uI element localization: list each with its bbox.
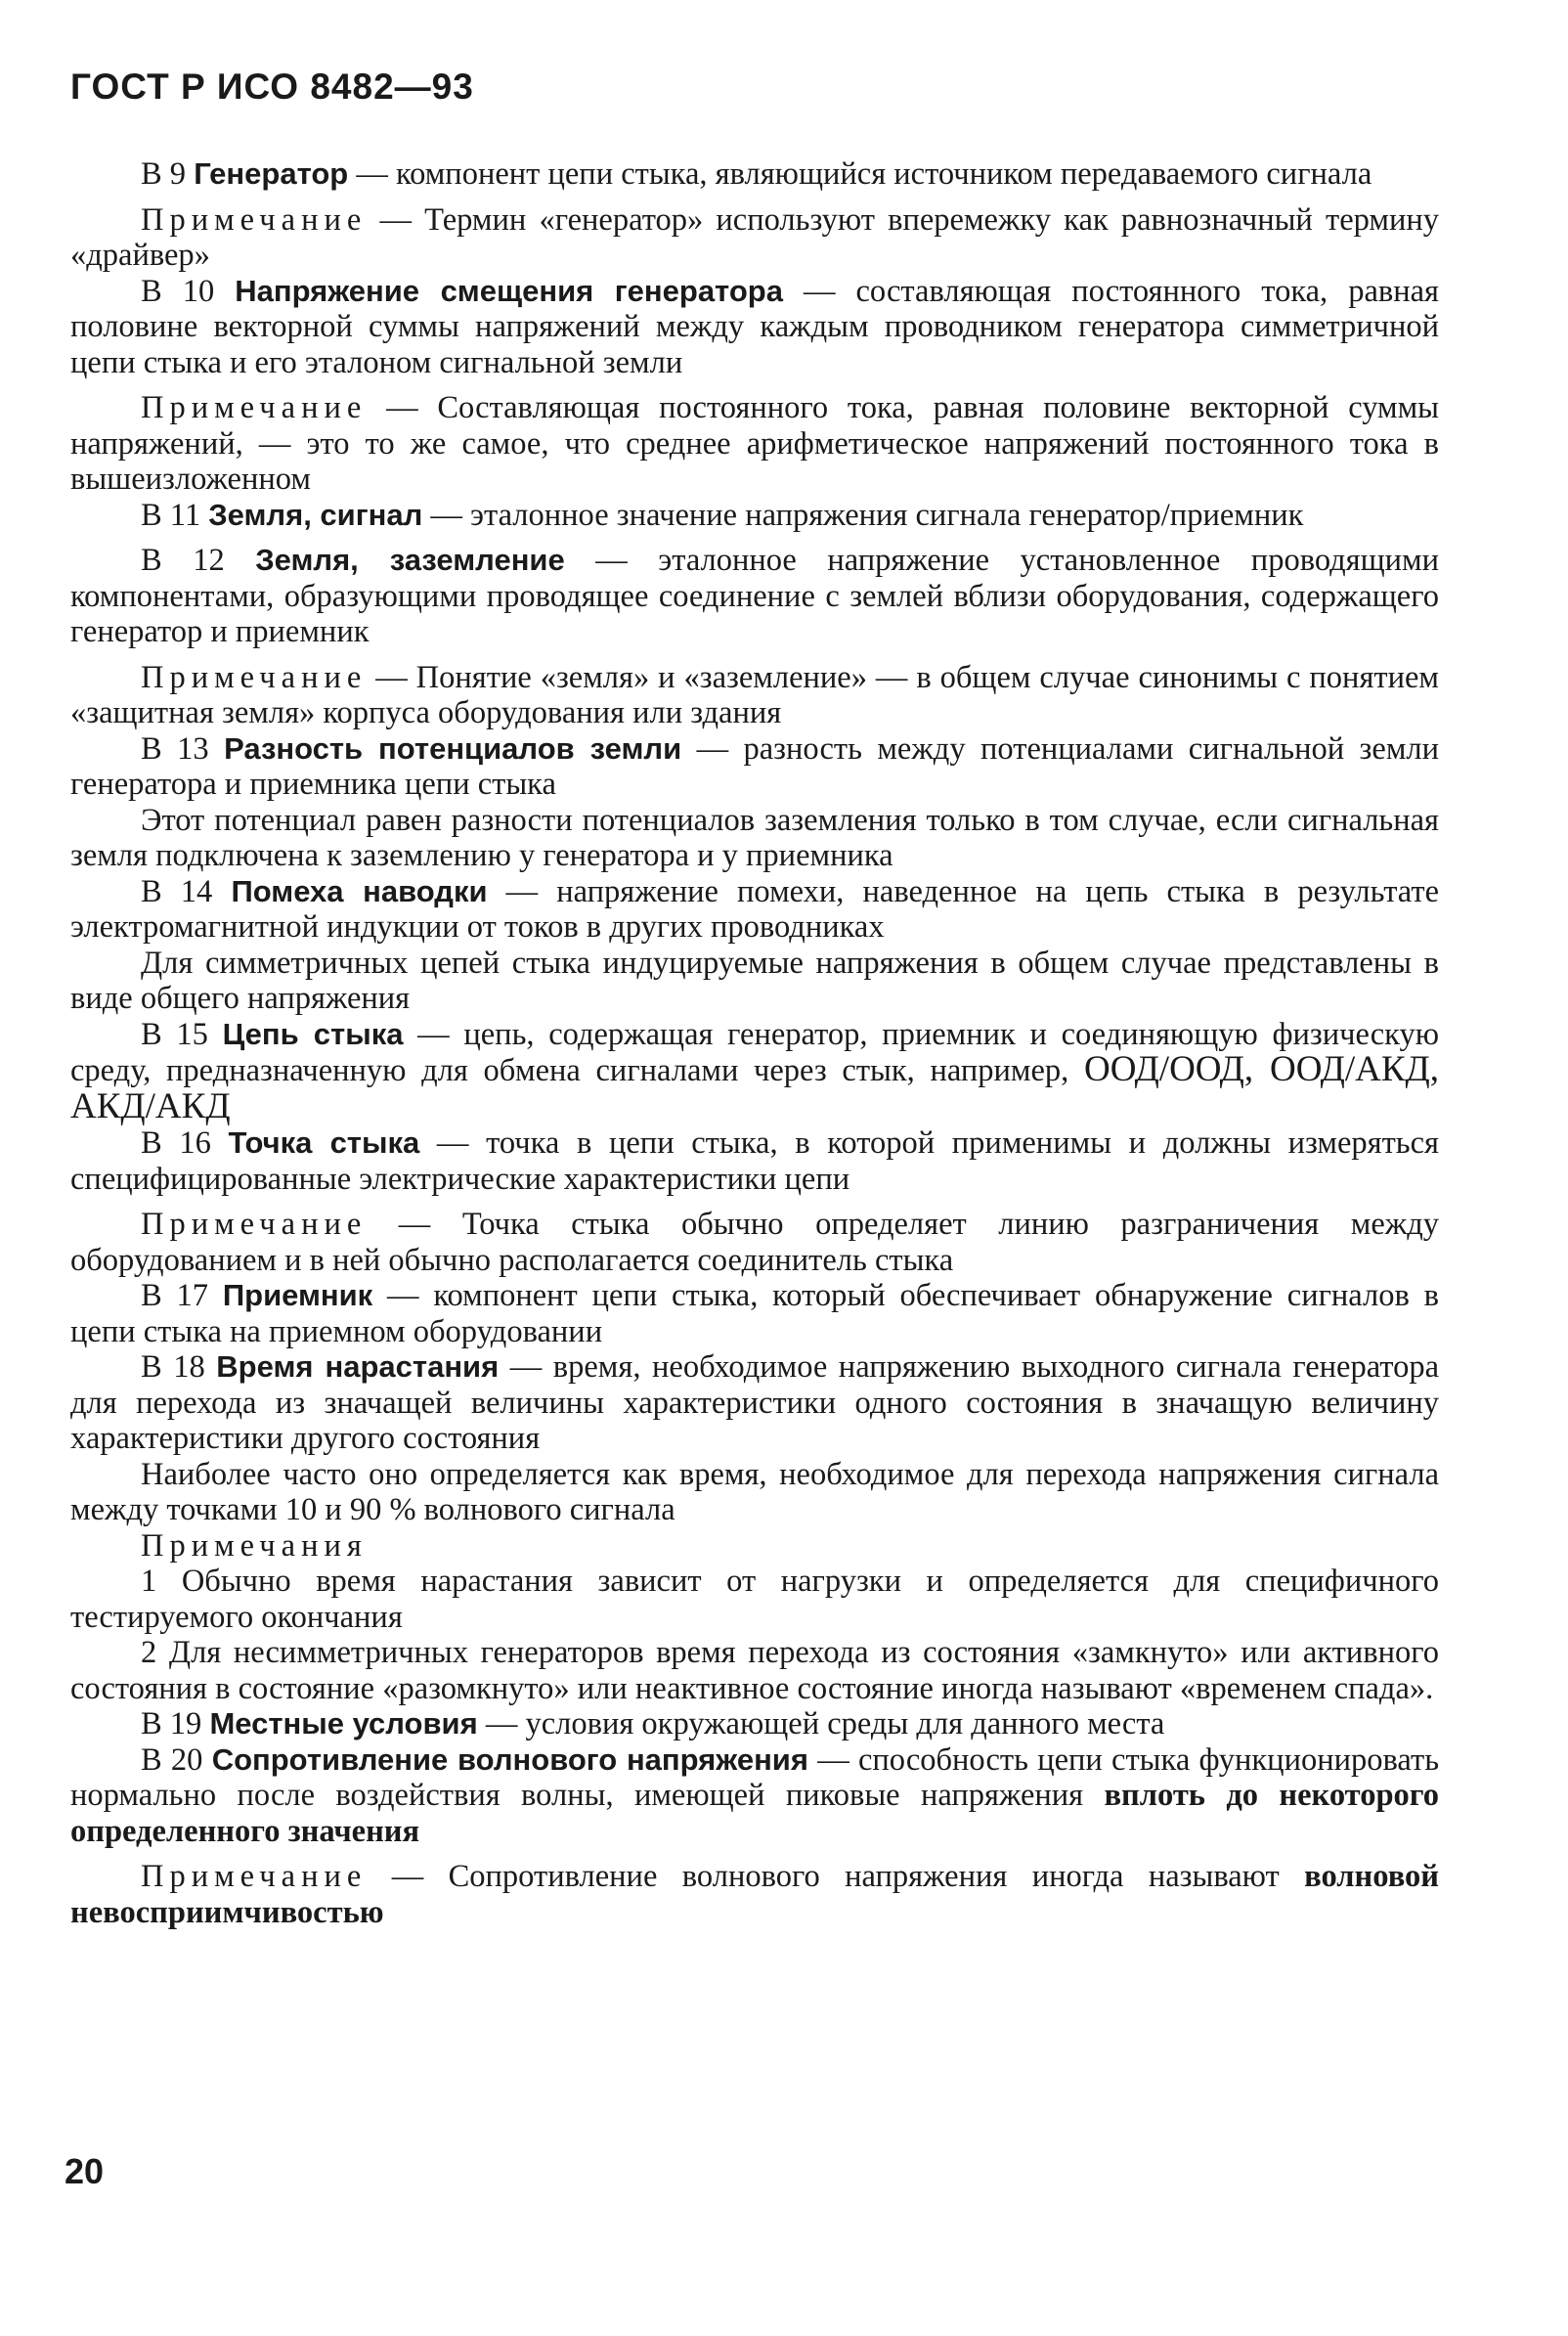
term-title: Местные условия (209, 1706, 478, 1741)
term-definition-bold: вплоть до некоторого определенного значения (70, 1778, 1439, 1849)
term-title: Время нарастания (216, 1349, 500, 1384)
document-body (70, 156, 1439, 1930)
notes-5-label (70, 1528, 1439, 1565)
page-number: 20 (65, 2151, 105, 2191)
note-text-bold: волновой невосприимчивостью (70, 1859, 1439, 1930)
term-b11 (70, 498, 1439, 534)
note-4 (70, 1207, 1439, 1278)
note-label: Примечания (141, 1527, 368, 1564)
note-item-2: 2 Для несимметричных генераторов время перехода из состояния «замкнуто» или активного состояния в состояние «разомкнуто» или неактивное состояние иногда называют «временем спада». (70, 1635, 1439, 1706)
term-b18-extra: Наиболее часто оно определяется как время, необходимое для перехода напряжения сигнала между точками 10 и 90 % волнового сигнала (70, 1456, 1439, 1527)
term-b13 (70, 731, 1439, 803)
term-number: В 11 (141, 497, 201, 533)
term-title: Генератор (194, 156, 349, 191)
term-definition: — время, необходимое напряжению выходного сигнала генератора для перехода из значащей величины характеристики одного состояния в значащую величину характеристики другого состояния (70, 1349, 1439, 1456)
term-b14 (70, 874, 1439, 946)
term-number: В 13 (141, 730, 209, 767)
term-b12 (70, 543, 1439, 650)
term-b18 (70, 1349, 1439, 1457)
note-text: — Составляющая постоянного тока, равная половине векторной суммы напряжений, — это то же самое, что среднее арифметическое напряжений постоянного тока в вышеизложенном (70, 390, 1439, 497)
term-b17 (70, 1278, 1439, 1349)
term-number: В 18 (141, 1349, 205, 1385)
term-examples: ООД/ООД, ООД/АКД, АКД/АКД (70, 1049, 1439, 1126)
term-definition: — компонент цепи стыка, являющийся источником передаваемого сигнала (348, 156, 1372, 192)
term-b16 (70, 1125, 1439, 1197)
term-number: В 20 (141, 1741, 203, 1778)
term-title: Напряжение смещения генератора (235, 273, 783, 308)
term-b14-extra: Для симметричных цепей стыка индуцируемые напряжения в общем случае представлены в виде общего напряжения (70, 945, 1439, 1016)
term-definition: — точка в цепи стыка, в которой применимы и должны измеряться специфицированные электрические характеристики цепи (70, 1125, 1439, 1197)
document-header: ГОСТ Р ИСО 8482—93 (70, 66, 474, 107)
term-definition: — способность цепи стыка функционировать нормально после воздействия волны, имеющей пиковые напряжения (70, 1741, 1440, 1813)
term-title: Точка стыка (228, 1125, 420, 1160)
note-label: Примечание (141, 390, 368, 425)
term-number: В 12 (141, 543, 225, 578)
note-label: Примечание (141, 1859, 368, 1894)
term-title: Сопротивление волнового напряжения (211, 1741, 808, 1777)
note-label: Примечание (141, 659, 368, 695)
term-definition: — разность между потенциалами сигнальной земли генератора и приемника цепи стыка (70, 730, 1439, 802)
term-number: В 10 (141, 273, 215, 309)
term-number: В 9 (141, 156, 187, 192)
term-b19 (70, 1706, 1439, 1742)
term-title: Приемник (222, 1278, 373, 1312)
term-number: В 17 (141, 1278, 209, 1313)
term-b13-extra: Этот потенциал равен разности потенциалов заземления только в том случае, если сигнальная земля подключена к заземлению у генератора и у приемника (70, 802, 1439, 873)
term-number: В 14 (141, 873, 213, 909)
term-title: Цепь стыка (222, 1016, 404, 1051)
note-text: — Термин «генератор» используют вперемежку как равнозначный термину «драйвер» (70, 201, 1439, 273)
note-2 (70, 390, 1439, 498)
note-item-1: 1 Обычно время нарастания зависит от нагрузки и определяется для специфичного тестируемого окончания (70, 1564, 1439, 1635)
term-definition: — условия окружающей среды для данного места (477, 1706, 1165, 1741)
term-b20 (70, 1742, 1439, 1850)
note-1 (70, 202, 1439, 274)
note-label: Примечание (141, 1207, 368, 1242)
term-definition: — цепь, содержащая генератор, приемник и соединяющую физическую среду, предназначенную для обмена сигналами через стык, например, (70, 1016, 1440, 1088)
note-3 (70, 660, 1439, 731)
note-label: Примечание (141, 201, 368, 238)
note-6 (70, 1859, 1439, 1930)
term-definition: — напряжение помехи, наведенное на цепь стыка в результате электромагнитной индукции от токов в других проводниках (70, 873, 1440, 945)
note-text: — Точка стыка обычно определяет линию разграничения между оборудованием и в ней обычно располагается соединитель стыка (70, 1207, 1439, 1278)
term-number: В 19 (141, 1706, 202, 1741)
term-definition: — составляющая постоянного тока, равная половине векторной суммы напряжений между каждым проводником генератора симметричной цепи стыка и его эталоном сигнальной земли (70, 273, 1439, 380)
note-text: — Понятие «земля» и «заземление» — в общем случае синонимы с понятием «защитная земля» корпуса оборудования или здания (70, 659, 1439, 730)
term-b9 (70, 156, 1439, 193)
term-number: В 15 (141, 1016, 208, 1052)
term-title: Земля, заземление (255, 543, 565, 577)
term-b10 (70, 274, 1439, 381)
term-number: В 16 (141, 1125, 211, 1161)
term-definition: — эталонное напряжение установленное проводящими компонентами, образующими проводящее соединение с землей вблизи оборудования, содержащего генератор и приемник (70, 543, 1439, 649)
term-b15 (70, 1017, 1439, 1126)
term-title: Земля, сигнал (208, 497, 423, 532)
term-title: Помеха наводки (231, 873, 488, 908)
term-definition: — компонент цепи стыка, который обеспечивает обнаружение сигналов в цепи стыка на приемном оборудовании (70, 1278, 1440, 1349)
note-text: — Сопротивление волнового напряжения иногда называют (367, 1859, 1305, 1894)
term-definition: — эталонное значение напряжения сигнала генератор/приемник (422, 497, 1304, 533)
term-title: Разность потенциалов земли (224, 730, 682, 766)
